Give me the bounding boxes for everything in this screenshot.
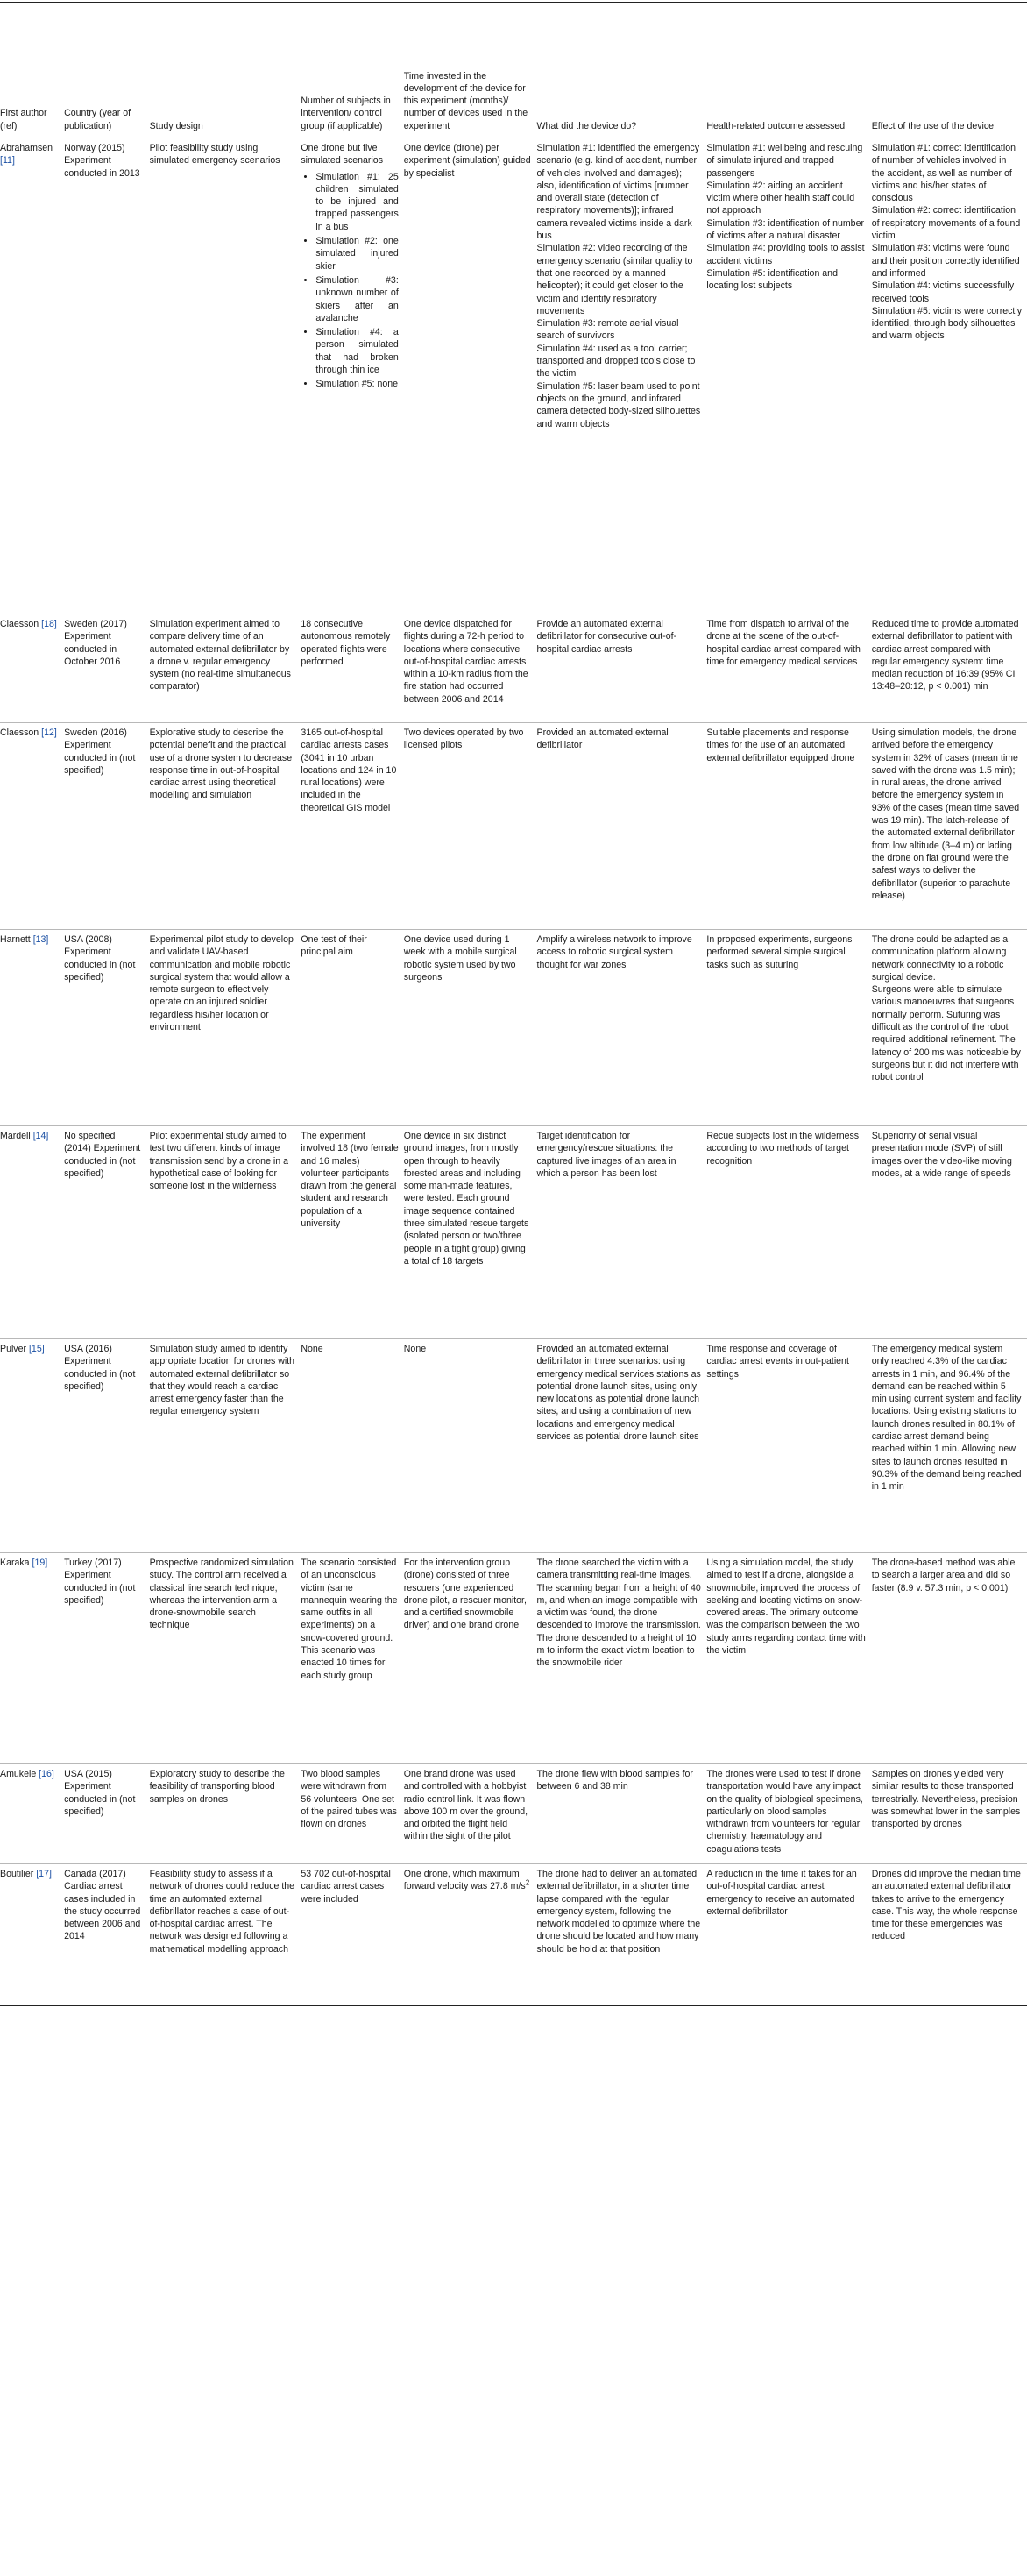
- reference-link[interactable]: [19]: [32, 1558, 48, 1568]
- cell-time: [404, 1339, 537, 1553]
- cell-author: [0, 1339, 64, 1553]
- outcome-text: Using a simulation model, the study aimed to test if a drone, alongside a snowmobile, improved the process of seeking and locating victims on snow-covered areas. The primary outcome was the comparison between the two study arms regarding contact time with the victim: [706, 1558, 866, 1657]
- subjects-text: One test of their principal aim: [301, 934, 367, 958]
- studies-table: [0, 2, 1027, 2006]
- design-text: Feasibility study to assess if a network of drones could reduce the time an automated external defibrillator reaches a case of out-of-hospital cardiac arrest. The network was designed following a mathematical modelling approach: [149, 1869, 295, 1955]
- cell-subjects: [301, 723, 403, 930]
- cell-device: [537, 614, 707, 723]
- cell-device: [537, 930, 707, 1126]
- cell-author: [0, 1553, 64, 1764]
- reference-link[interactable]: [17]: [36, 1869, 52, 1879]
- simulation-list: [301, 171, 398, 391]
- header-device: What did the device do?: [536, 120, 637, 131]
- cell-outcome: [706, 138, 871, 614]
- time-text: One device (drone) per experiment (simulation) guided by specialist: [403, 143, 531, 179]
- time-text: One device used during 1 week with a mobile surgical robotic system used by two surgeons: [403, 934, 517, 983]
- cell-design: [150, 1553, 301, 1764]
- table-row: [0, 1764, 1027, 1864]
- cell-design: [150, 930, 301, 1126]
- cell-time: [404, 930, 537, 1126]
- cell-subjects: [301, 930, 403, 1126]
- cell-country: [64, 1553, 149, 1764]
- reference-link[interactable]: [13]: [32, 934, 49, 945]
- cell-author: [0, 1126, 64, 1339]
- cell-design: [150, 138, 301, 614]
- cell-design: [150, 1864, 301, 2006]
- header-design: Study design: [149, 120, 203, 131]
- cell-country: [64, 930, 149, 1126]
- country-text: Sweden (2017) Experiment conducted in October 2016: [64, 619, 127, 667]
- cell-author: [0, 930, 64, 1126]
- author-name: Claesson: [0, 619, 39, 629]
- time-text: One drone, which maximum forward velocity was 27.8 m/s: [403, 1869, 526, 1892]
- cell-device: [537, 723, 707, 930]
- cell-outcome: [706, 614, 871, 723]
- list-item: • Simulation #3: unknown number of skiers after an avalanche: [315, 274, 398, 324]
- cell-subjects: [301, 1553, 403, 1764]
- cell-effect: [872, 930, 1027, 1126]
- cell-time: [404, 1864, 537, 2006]
- cell-outcome: [706, 1764, 871, 1864]
- header-country: Country (year of publication): [64, 108, 131, 131]
- cell-author: [0, 1764, 64, 1864]
- author-name: Harnett: [0, 934, 31, 945]
- cell-effect: [872, 614, 1027, 723]
- list-item: • Simulation #1: 25 children simulated to be injured and trapped passengers in a bus: [315, 171, 398, 233]
- outcome-text: Suitable placements and response times for the use of an automated external defibrillator equipped drone: [706, 727, 855, 763]
- cell-subjects: [301, 1864, 403, 2006]
- effect-text: Reduced time to provide automated external defibrillator to patient with cardiac arrest compared with regular emergency system: time median reduction of 16:39 (95% CI 13:48–20:12, p < 0.001) min: [871, 619, 1019, 692]
- list-item: • Simulation #5: none: [315, 378, 398, 390]
- cell-author: [0, 138, 64, 614]
- cell-subjects: [301, 1764, 403, 1864]
- cell-design: [150, 723, 301, 930]
- country-text: Sweden (2016) Experiment conducted in (not specified): [64, 727, 136, 776]
- cell-subjects: [301, 1126, 403, 1339]
- effect-text: Samples on drones yielded very similar results to those transported terrestrially. Nevertheless, precision was somewhat lower in the samples transported by drones: [871, 1769, 1021, 1830]
- outcome-text: The drones were used to test if drone transportation would have any impact on the quality of biological specimens, particularly on blood samples withdrawn from volunteers for regular chemistry, haematology and coagulations tests: [706, 1769, 863, 1855]
- table-row: [0, 614, 1027, 723]
- list-item: • Simulation #2: one simulated injured skier: [315, 235, 398, 273]
- effect-text: Superiority of serial visual presentation mode (SVP) of still images over the video-like moving modes, at a wide range of speeds: [871, 1131, 1012, 1179]
- cell-outcome: [706, 1339, 871, 1553]
- outcome-text: Time from dispatch to arrival of the drone at the scene of the out-of-hospital cardiac arrest compared with time for emergency medical services: [706, 619, 861, 667]
- subjects-text: One drone but five simulated scenarios: [301, 143, 383, 167]
- cell-author: [0, 1864, 64, 2006]
- design-text: Prospective randomized simulation study. The control arm received a classical line search technique, whereas the intervention arm a drone-snowmobile search technique: [149, 1558, 294, 1631]
- table-header-row: [0, 3, 1027, 138]
- cell-device: [537, 138, 707, 614]
- author-name: Karaka: [0, 1558, 30, 1568]
- table-row: [0, 1553, 1027, 1764]
- design-text: Pilot experimental study aimed to test two different kinds of image transmission send by a drone in a hypothetical case of looking for someone lost in the wilderness: [149, 1131, 288, 1192]
- outcome-text: Recue subjects lost in the wilderness according to two methods of target recognition: [706, 1131, 860, 1167]
- outcome-text: Time response and coverage of cardiac arrest events in out-patient settings: [706, 1344, 849, 1380]
- header-outcome: Health-related outcome assessed: [706, 120, 846, 131]
- country-text: USA (2008) Experiment conducted in (not specified): [64, 934, 136, 983]
- outcome-text: In proposed experiments, surgeons performed several simple surgical tasks such as suturing: [706, 934, 853, 970]
- cell-outcome: [706, 1864, 871, 2006]
- design-text: Simulation experiment aimed to compare delivery time of an automated external defibrillator by a drone v. regular emergency system (no real-time simultaneous comparator): [149, 619, 291, 692]
- cell-effect: [872, 1864, 1027, 2006]
- country-text: USA (2015) Experiment conducted in (not specified): [64, 1769, 136, 1817]
- cell-time: [404, 1764, 537, 1864]
- cell-country: [64, 138, 149, 614]
- time-text: One brand drone was used and controlled with a hobbyist radio control link. It was flown above 100 m over the ground, and orbited the flight field within the sight of the pilot: [403, 1769, 528, 1842]
- header-time: Time invested in the development of the device for this experiment (months)/ number of devices used in the experiment: [403, 70, 528, 131]
- subjects-text: 18 consecutive autonomous remotely operated flights were performed: [301, 619, 391, 667]
- cell-time: [404, 1126, 537, 1339]
- cell-outcome: [706, 1553, 871, 1764]
- effect-text: Using simulation models, the drone arrived before the emergency system in 32% of cases (mean time saved with the drone was 1.5 min); in rural areas, the drone arrived before the emergency system in 93% of the cases (mean time saved was 19 min). The latch-release of the automated external defibrillator from low altitude (3–4 m) or lading the drone on flat ground were the safest ways to deliver the defibrillator (superior to parachute release): [871, 727, 1020, 901]
- device-text: Provide an automated external defibrillator for consecutive out-of-hospital cardiac arrests: [536, 619, 677, 655]
- reference-link[interactable]: [14]: [32, 1131, 49, 1141]
- cell-outcome: [706, 723, 871, 930]
- cell-subjects: [301, 614, 403, 723]
- list-item: • Simulation #4: a person simulated that had broken through thin ice: [315, 326, 398, 376]
- cell-device: [537, 1126, 707, 1339]
- subjects-text: 3165 out-of-hospital cardiac arrests cases (3041 in 10 urban locations and 124 in 10 rural locations) were included in the theoretical GIS model: [301, 727, 397, 813]
- device-text: Amplify a wireless network to improve access to robotic surgical system thought for war zones: [536, 934, 692, 970]
- cell-design: [150, 1126, 301, 1339]
- cell-country: [64, 1126, 149, 1339]
- cell-author: [0, 723, 64, 930]
- header-subjects: Number of subjects in intervention/ control group (if applicable): [301, 96, 391, 131]
- superscript: 2: [525, 1878, 530, 1887]
- table-row: [0, 1339, 1027, 1553]
- cell-time: [404, 614, 537, 723]
- cell-country: [64, 614, 149, 723]
- effect-text: The emergency medical system only reached 4.3% of the cardiac arrests in 1 min, and 96.4% of the demand can be reached within 5 min using current system and facility locations. Using existing stations to launch drones resulted in 80.1% of cardiac arrest demand being reached within 1 min. Allowing new sites to launch drones resulted in 90.3% of the demand being reached in 1 min: [871, 1344, 1022, 1493]
- reference-link[interactable]: [12]: [41, 727, 57, 738]
- country-text: No specified (2014) Experiment conducted in (not specified): [64, 1131, 141, 1179]
- design-text: Pilot feasibility study using simulated emergency scenarios: [149, 143, 280, 167]
- cell-design: [150, 1339, 301, 1553]
- author-name: Pulver: [0, 1344, 27, 1354]
- cell-device: [537, 1553, 707, 1764]
- country-text: Norway (2015) Experiment conducted in 2013: [64, 143, 140, 179]
- cell-device: [537, 1864, 707, 2006]
- outcome-text: A reduction in the time it takes for an out-of-hospital cardiac arrest emergency to receive an automated external defibrillator: [706, 1869, 857, 1917]
- country-text: Turkey (2017) Experiment conducted in (not specified): [64, 1558, 136, 1606]
- cell-outcome: [706, 1126, 871, 1339]
- time-text: One device in six distinct ground images, from mostly open through to heavily forested areas and including some man-made features, were tested. Each ground image sequence contained three simulated rescue targets (isolated person or two/three people in a tight group) giving a total of 18 targets: [403, 1131, 529, 1267]
- cell-author: [0, 614, 64, 723]
- cell-design: [150, 1764, 301, 1864]
- effect-text: The drone could be adapted as a communication platform allowing network connectivity to a robotic surgical device. Surgeons were able to simulate various manoeuvres that surgeons normally perform. Suturing was difficult as the control of the robot required additional refinement. The latency of 200 ms was noticeable by surgeons but it did not interfere with robot control: [871, 934, 1021, 1083]
- cell-country: [64, 1764, 149, 1864]
- time-text: None: [403, 1344, 427, 1354]
- header-effect: Effect of the use of the device: [871, 120, 995, 131]
- design-text: Exploratory study to describe the feasibility of transporting blood samples on drones: [149, 1769, 285, 1805]
- table-row: [0, 723, 1027, 930]
- time-text: Two devices operated by two licensed pilots: [403, 727, 524, 751]
- cell-device: [537, 1339, 707, 1553]
- cell-effect: [872, 1126, 1027, 1339]
- cell-effect: [872, 1339, 1027, 1553]
- device-text: Target identification for emergency/rescue situations: the captured live images of an area in which a person has been lost: [536, 1131, 676, 1179]
- cell-country: [64, 1339, 149, 1553]
- reference-link[interactable]: [11]: [0, 155, 15, 167]
- cell-time: [404, 138, 537, 614]
- effect-text: Drones did improve the median time an automated external defibrillator takes to arrive to the emergency case. This way, the whole response time for these emergencies was reduced: [871, 1869, 1021, 1942]
- cell-country: [64, 723, 149, 930]
- cell-effect: [872, 138, 1027, 614]
- outcome-text: Simulation #1: wellbeing and rescuing of simulate injured and trapped passengers Simulation #2: aiding an accident victim where other health staff could not approach Simulation #3: identification of number of victims after a natural disaster Simulation #4: providing tools to assist accident victims Simulation #5: identification and locating lost subjects: [706, 143, 865, 292]
- cell-country: [64, 1864, 149, 2006]
- subjects-text: None: [301, 1344, 323, 1354]
- author-name: Amukele: [0, 1769, 37, 1779]
- author-name: Boutilier: [0, 1869, 34, 1879]
- device-text: Simulation #1: identified the emergency scenario (e.g. kind of accident, number of vehicles involved and damages); also, identification of victims [number and overall state (detection of respiratory movements)]; infrared camera revealed victims inside a dark bus Simulation #2: video recording of the emergency scenario (similar quality to that one recorded by a manned helicopter); it could get closer to the victim and identify respiratory movements Simulation #3: remote aerial visual search of survivors Simulation #4: used as a tool carrier; transported and dropped tools close to the victim Simulation #5: laser beam used to point objects on the ground, and infrared camera detected body-sized silhouettes and warm objects: [536, 143, 701, 429]
- table-body: [0, 138, 1027, 2006]
- device-text: The drone flew with blood samples for between 6 and 38 min: [536, 1769, 693, 1792]
- table-row: [0, 930, 1027, 1126]
- cell-effect: [872, 723, 1027, 930]
- table-row: [0, 138, 1027, 614]
- author-name: Claesson: [0, 727, 39, 738]
- cell-time: [404, 1553, 537, 1764]
- cell-time: [404, 723, 537, 930]
- country-text: USA (2016) Experiment conducted in (not specified): [64, 1344, 136, 1392]
- cell-subjects: [301, 1339, 403, 1553]
- effect-text: The drone-based method was able to search a larger area and did so faster (8.9 v. 57.3 min, p < 0.001): [871, 1558, 1016, 1593]
- reference-link[interactable]: [16]: [39, 1769, 54, 1779]
- design-text: Explorative study to describe the potential benefit and the practical use of a drone system to decrease response time in out-of-hospital cardiac arrest using theoretical modelling and simulation: [149, 727, 293, 801]
- subjects-text: The experiment involved 18 (two female and 16 males) volunteer participants drawn from the general student and research population of a university: [301, 1131, 399, 1230]
- cell-outcome: [706, 930, 871, 1126]
- device-text: Provided an automated external defibrillator in three scenarios: using emergency medical services stations as potential drone launch sites, using only new locations as potential drone launch sites, and using a combination of new locations and emergency medical services as potential drone launch sites: [536, 1344, 701, 1443]
- time-text: One device dispatched for flights during a 72-h period to locations where consecutive out-of-hospital cardiac arrests within a 10-km radius from the fire station had occurred between 2006 and 2014: [403, 619, 528, 705]
- device-text: The drone searched the victim with a camera transmitting real-time images. The scanning began from a height of 40 m, and when an image compatible with a victim was found, the drone descended to improve the transmission. The drone descended to a height of 10 m to inform the exact victim location to the snowmobile rider: [536, 1558, 701, 1669]
- country-text: Canada (2017) Cardiac arrest cases included in the study occurred between 2006 and 2014: [64, 1869, 141, 1942]
- design-text: Experimental pilot study to develop and validate UAV-based communication and mobile robotic surgical system that would allow a remote surgeon to effectively operate on an injured soldier regardless his/her location or environment: [149, 934, 294, 1033]
- author-name: Abrahamsen: [0, 143, 53, 153]
- reference-link[interactable]: [18]: [41, 619, 57, 629]
- table-row: [0, 1126, 1027, 1339]
- cell-design: [150, 614, 301, 723]
- cell-subjects: [301, 138, 403, 614]
- subjects-text: The scenario consisted of an unconscious victim (same mannequin wearing the same outfits in all experiments) on a snow-covered ground. This scenario was enacted 10 times for each study group: [301, 1558, 398, 1681]
- cell-effect: [872, 1764, 1027, 1864]
- reference-link[interactable]: [15]: [28, 1344, 45, 1354]
- author-name: Mardell: [0, 1131, 31, 1141]
- device-text: Provided an automated external defibrillator: [536, 727, 669, 751]
- table-row: [0, 1864, 1027, 2006]
- effect-text: Simulation #1: correct identification of number of vehicles involved in the accident, as well as number of victims and his/her states of conscious Simulation #2: correct identification of respiratory movements of a found victim Simulation #3: victims were found and their position correctly identified and informed Simulation #4: victims successfully received tools Simulation #5: victims were correctly identified, through body silhouettes and warm objects: [871, 143, 1023, 342]
- cell-device: [537, 1764, 707, 1864]
- device-text: The drone had to deliver an automated external defibrillator, in a shorter time lapse compared with the regular emergency system, following the network modelled to optimize where the drone should be located and how many should be hold at that position: [536, 1869, 701, 1955]
- design-text: Simulation study aimed to identify appropriate location for drones with automated external defibrillator so that they would reach a cardiac arrest emergency faster than the regular emergency system: [149, 1344, 295, 1417]
- time-text: For the intervention group (drone) consisted of three rescuers (one experienced drone pilot, a rescuer monitor, and a certified snowmobile driver) and one brand drone: [403, 1558, 527, 1631]
- subjects-text: Two blood samples were withdrawn from 56 volunteers. One set of the paired tubes was flown on drones: [301, 1769, 397, 1830]
- cell-effect: [872, 1553, 1027, 1764]
- header-author: First author (ref): [0, 108, 47, 131]
- subjects-text: 53 702 out-of-hospital cardiac arrest cases were included: [301, 1869, 391, 1905]
